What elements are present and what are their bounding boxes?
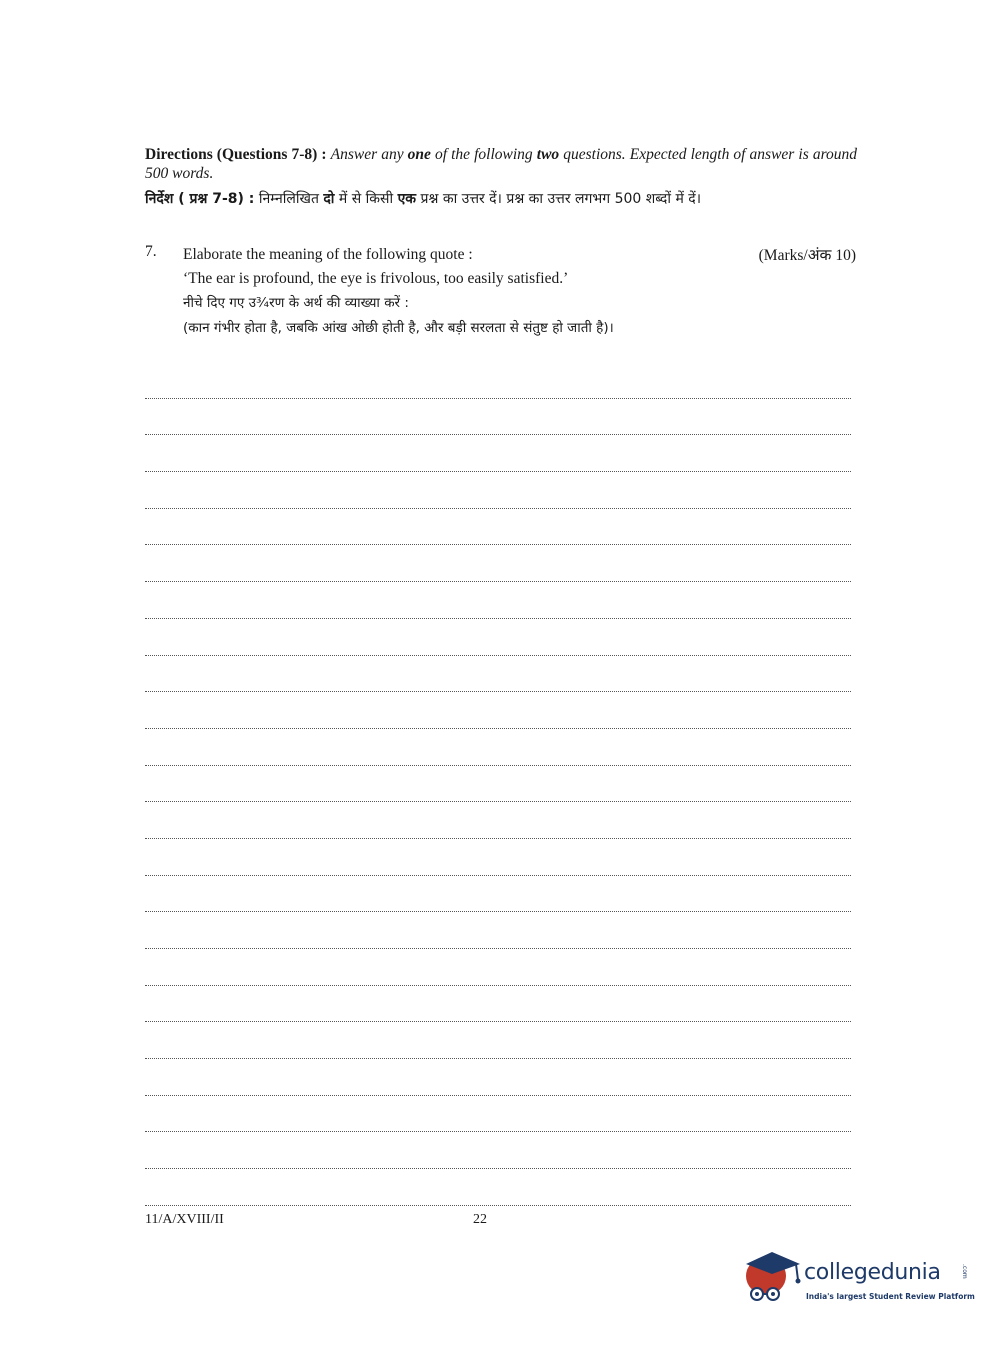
answer-line — [145, 1022, 851, 1059]
answer-line — [145, 472, 851, 509]
answer-line — [145, 1059, 851, 1096]
directions-hindi — [145, 189, 857, 209]
directions-label: Directions (Questions 7-8) : — [145, 146, 327, 163]
question-body — [183, 243, 614, 341]
answer-line — [145, 949, 851, 986]
answer-line — [145, 509, 851, 546]
answer-line — [145, 912, 851, 949]
directions-hindi-text-2: में से किसी — [338, 191, 394, 207]
directions-hindi-do: दो — [323, 191, 335, 207]
answer-line — [145, 1169, 851, 1206]
question-marks: (Marks/अंक 10) — [758, 247, 856, 264]
answer-line — [145, 545, 851, 582]
directions-hindi-label: निर्देश ( प्रश्न 7-8) : — [145, 191, 255, 207]
answer-line — [145, 986, 851, 1023]
answer-line — [145, 362, 851, 399]
answer-line — [145, 656, 851, 693]
paper-code: 11/A/XVIII/II — [145, 1212, 224, 1227]
answer-line — [145, 582, 851, 619]
directions-hindi-text-3: प्रश्न का उत्तर दें। प्रश्न का उत्तर लगभग 500 शब्दों में दें। — [420, 191, 702, 207]
logo-tld: .com — [961, 1264, 968, 1279]
collegedunia-logo — [742, 1250, 975, 1310]
answer-line — [145, 692, 851, 729]
question-quote-english: ‘The ear is profound, the eye is frivolous, too easily satisfied.’ — [183, 270, 569, 287]
directions-hindi-ek: एक — [397, 191, 417, 207]
answer-line — [145, 802, 851, 839]
answer-line — [145, 619, 851, 656]
directions-text-3: questions. Expected length of answer is around 500 words. — [145, 146, 858, 182]
question-quote-hindi: (कान गंभीर होता है, जबकि आंख ओछी होती है, और बड़ी सरलता से संतुष्ट हो जाती है)। — [183, 320, 614, 336]
mascot-icon — [742, 1250, 804, 1310]
answer-space — [145, 362, 851, 1206]
directions-english — [145, 145, 857, 183]
directions-text-1: Answer any — [330, 146, 404, 163]
answer-line — [145, 399, 851, 436]
directions-hindi-text-1: निम्नलिखित — [258, 191, 319, 207]
directions-one: one — [407, 146, 431, 163]
answer-line — [145, 1096, 851, 1133]
page-number: 22 — [473, 1212, 487, 1227]
answer-line — [145, 839, 851, 876]
answer-line — [145, 435, 851, 472]
logo-wordmark: collegedunia — [804, 1260, 941, 1285]
directions-text-2: of the following — [434, 146, 533, 163]
answer-line — [145, 766, 851, 803]
question-prompt-hindi: नीचे दिए गए उ¾रण के अर्थ की व्याख्या करें : — [183, 295, 409, 311]
answer-line — [145, 729, 851, 766]
question-number: 7. — [145, 243, 157, 260]
question-prompt-english: Elaborate the meaning of the following quote : — [183, 246, 473, 263]
answer-line — [145, 876, 851, 913]
logo-tagline: India's largest Student Review Platform — [806, 1292, 975, 1301]
answer-line — [145, 1132, 851, 1169]
directions-two: two — [536, 146, 560, 163]
